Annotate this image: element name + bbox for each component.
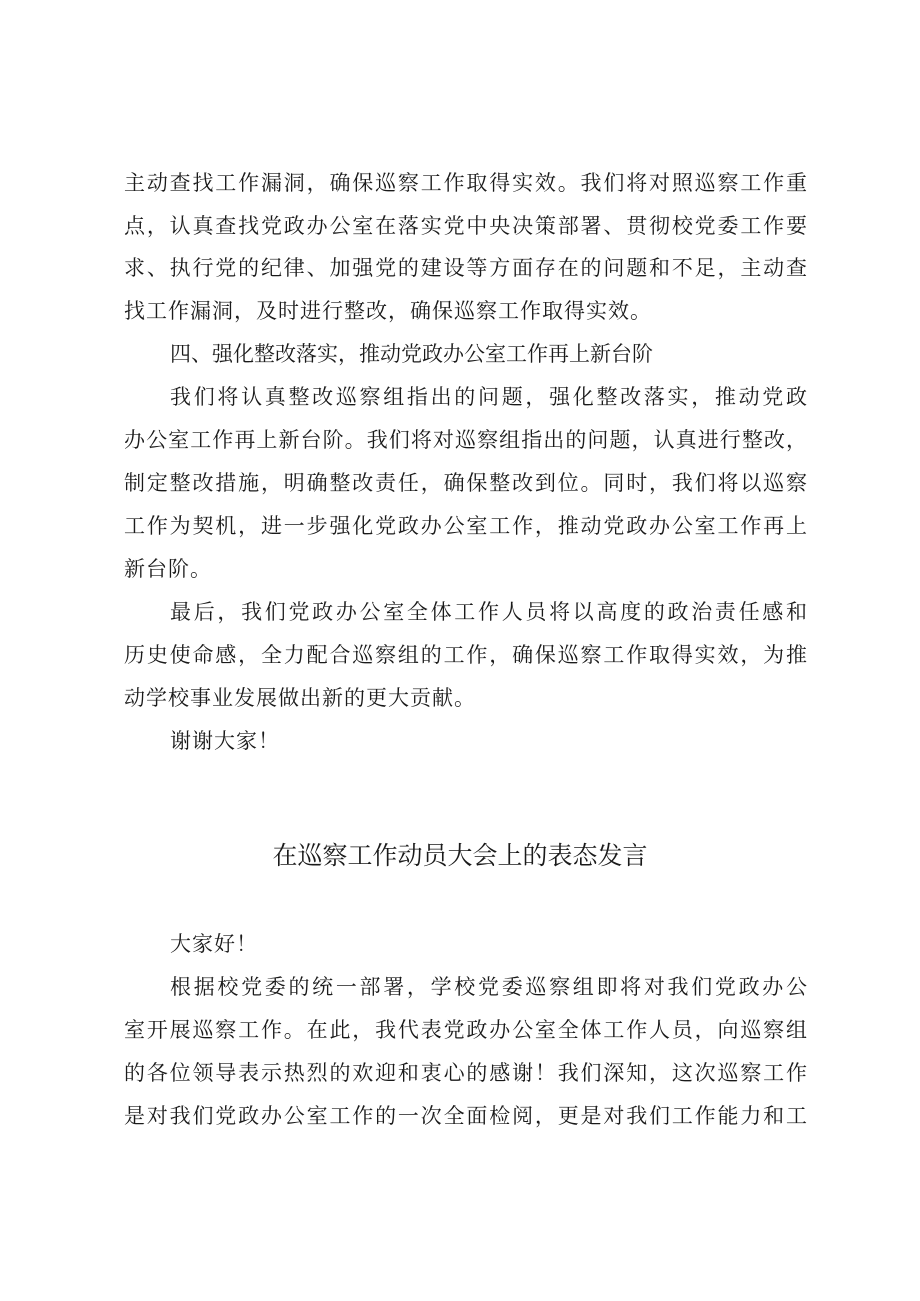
paragraph-line: 找工作漏洞，及时进行整改，确保巡察工作取得实效。 <box>124 299 652 323</box>
paragraph-line: 新台阶。 <box>124 557 212 581</box>
greeting-line: 大家好！ <box>170 932 258 956</box>
paragraph-line: 点，认真查找党政办公室在落实党中央决策部署、贯彻校党委工作要 <box>124 214 808 238</box>
paragraph-line: 根据校党委的统一部署，学校党委巡察组即将对我们党政办公 <box>170 975 808 999</box>
article-title: 在巡察工作动员大会上的表态发言 <box>272 841 648 870</box>
paragraph-line: 主动查找工作漏洞，确保巡察工作取得实效。我们将对照巡察工作重 <box>124 171 808 195</box>
paragraph-line: 求、执行党的纪律、加强党的建设等方面存在的问题和不足，主动查 <box>124 256 808 280</box>
section-heading: 四、强化整改落实，推动党政办公室工作再上新台阶 <box>170 342 653 366</box>
paragraph-line: 最后，我们党政办公室全体工作人员将以高度的政治责任感和 <box>170 600 808 624</box>
thanks-line: 谢谢大家！ <box>170 729 280 753</box>
paragraph-line: 动学校事业发展做出新的更大贡献。 <box>124 686 476 710</box>
paragraph-line: 是对我们党政办公室工作的一次全面检阅，更是对我们工作能力和工 <box>124 1104 808 1128</box>
paragraph-line: 工作为契机，进一步强化党政办公室工作，推动党政办公室工作再上 <box>124 514 808 538</box>
paragraph-line: 我们将认真整改巡察组指出的问题，强化整改落实，推动党政 <box>170 385 808 409</box>
paragraph-line: 历史使命感，全力配合巡察组的工作，确保巡察工作取得实效，为推 <box>124 643 808 667</box>
paragraph-line: 办公室工作再上新台阶。我们将对巡察组指出的问题，认真进行整改， <box>124 428 808 452</box>
paragraph-line: 室开展巡察工作。在此，我代表党政办公室全体工作人员，向巡察组 <box>124 1018 808 1042</box>
paragraph-line: 制定整改措施，明确整改责任，确保整改到位。同时，我们将以巡察 <box>124 471 808 495</box>
paragraph-line: 的各位领导表示热烈的欢迎和衷心的感谢！我们深知，这次巡察工作 <box>124 1061 808 1085</box>
